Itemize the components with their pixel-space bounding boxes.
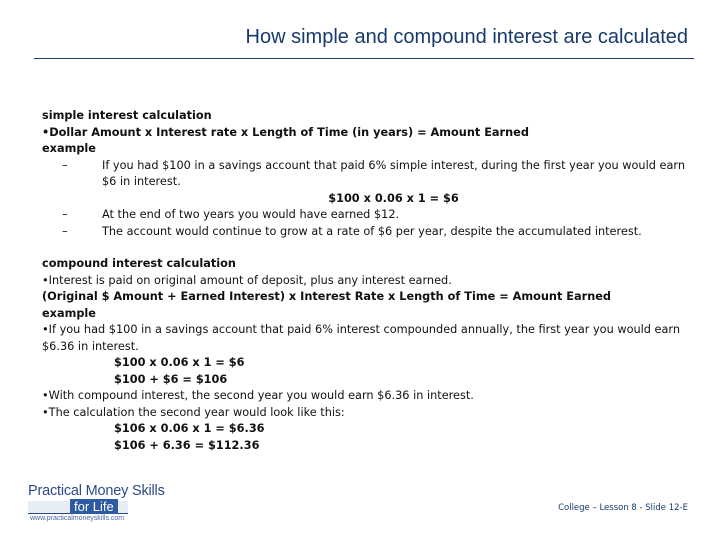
compound-bullet-if: •If you had $100 in a savings account that paid 6% interest compounded annually, the first year you would earn $6.36 in interest. — [42, 323, 681, 353]
compound-formula: (Original $ Amount + Earned Interest) x Interest Rate x Length of Time = Amount Earned — [42, 290, 611, 303]
compound-bullet-calc: •The calculation the second year would look like this: — [42, 405, 345, 419]
dash-mark: – — [62, 208, 68, 221]
simple-formula: •Dollar Amount x Interest rate x Length of Time (in years) = Amount Earned — [42, 125, 529, 139]
dash-mark: – — [62, 224, 68, 238]
simple-item — [42, 224, 687, 241]
logo-line-2: for Life — [70, 499, 118, 514]
compound-calc-2: $100 + $6 = $106 — [114, 372, 228, 386]
slide-title: How simple and compound interest are calculated — [245, 26, 688, 48]
compound-example-label: example — [42, 306, 96, 320]
title-divider — [34, 58, 694, 59]
compound-calc-1: $100 x 0.06 x 1 = $6 — [114, 356, 245, 369]
simple-heading: simple interest calculation — [42, 109, 212, 122]
logo-line-1: Practical Money Skills — [28, 483, 165, 499]
compound-heading: compound interest calculation — [42, 257, 236, 270]
simple-item-text: If you had $100 in a savings account that paid 6% simple interest, during the first year you would earn $6 in interest. — [102, 158, 685, 188]
simple-item-text: At the end of two years you would have earned $12. — [102, 208, 400, 221]
compound-calc-4: $106 + 6.36 = $112.36 — [114, 438, 260, 452]
simple-calc: $100 x 0.06 x 1 = $6 — [328, 191, 459, 205]
simple-example-label: example — [42, 142, 96, 155]
compound-bullet-paid: •Interest is paid on original amount of deposit, plus any interest earned. — [42, 273, 452, 287]
slide-footer: College – Lesson 8 - Slide 12-E — [558, 503, 688, 513]
logo-url: www.practicalmoneyskills.com — [30, 515, 125, 522]
simple-item — [42, 158, 687, 191]
dash-mark: – — [62, 158, 68, 172]
slide-content — [42, 108, 687, 454]
practical-money-skills-logo — [28, 483, 165, 525]
compound-bullet-second: •With compound interest, the second year you would earn $6.36 in interest. — [42, 389, 474, 402]
simple-item — [42, 207, 687, 224]
simple-item-text: The account would continue to grow at a rate of $6 per year, despite the accumulated interest. — [102, 224, 642, 238]
compound-calc-3: $106 x 0.06 x 1 = $6.36 — [114, 422, 265, 435]
